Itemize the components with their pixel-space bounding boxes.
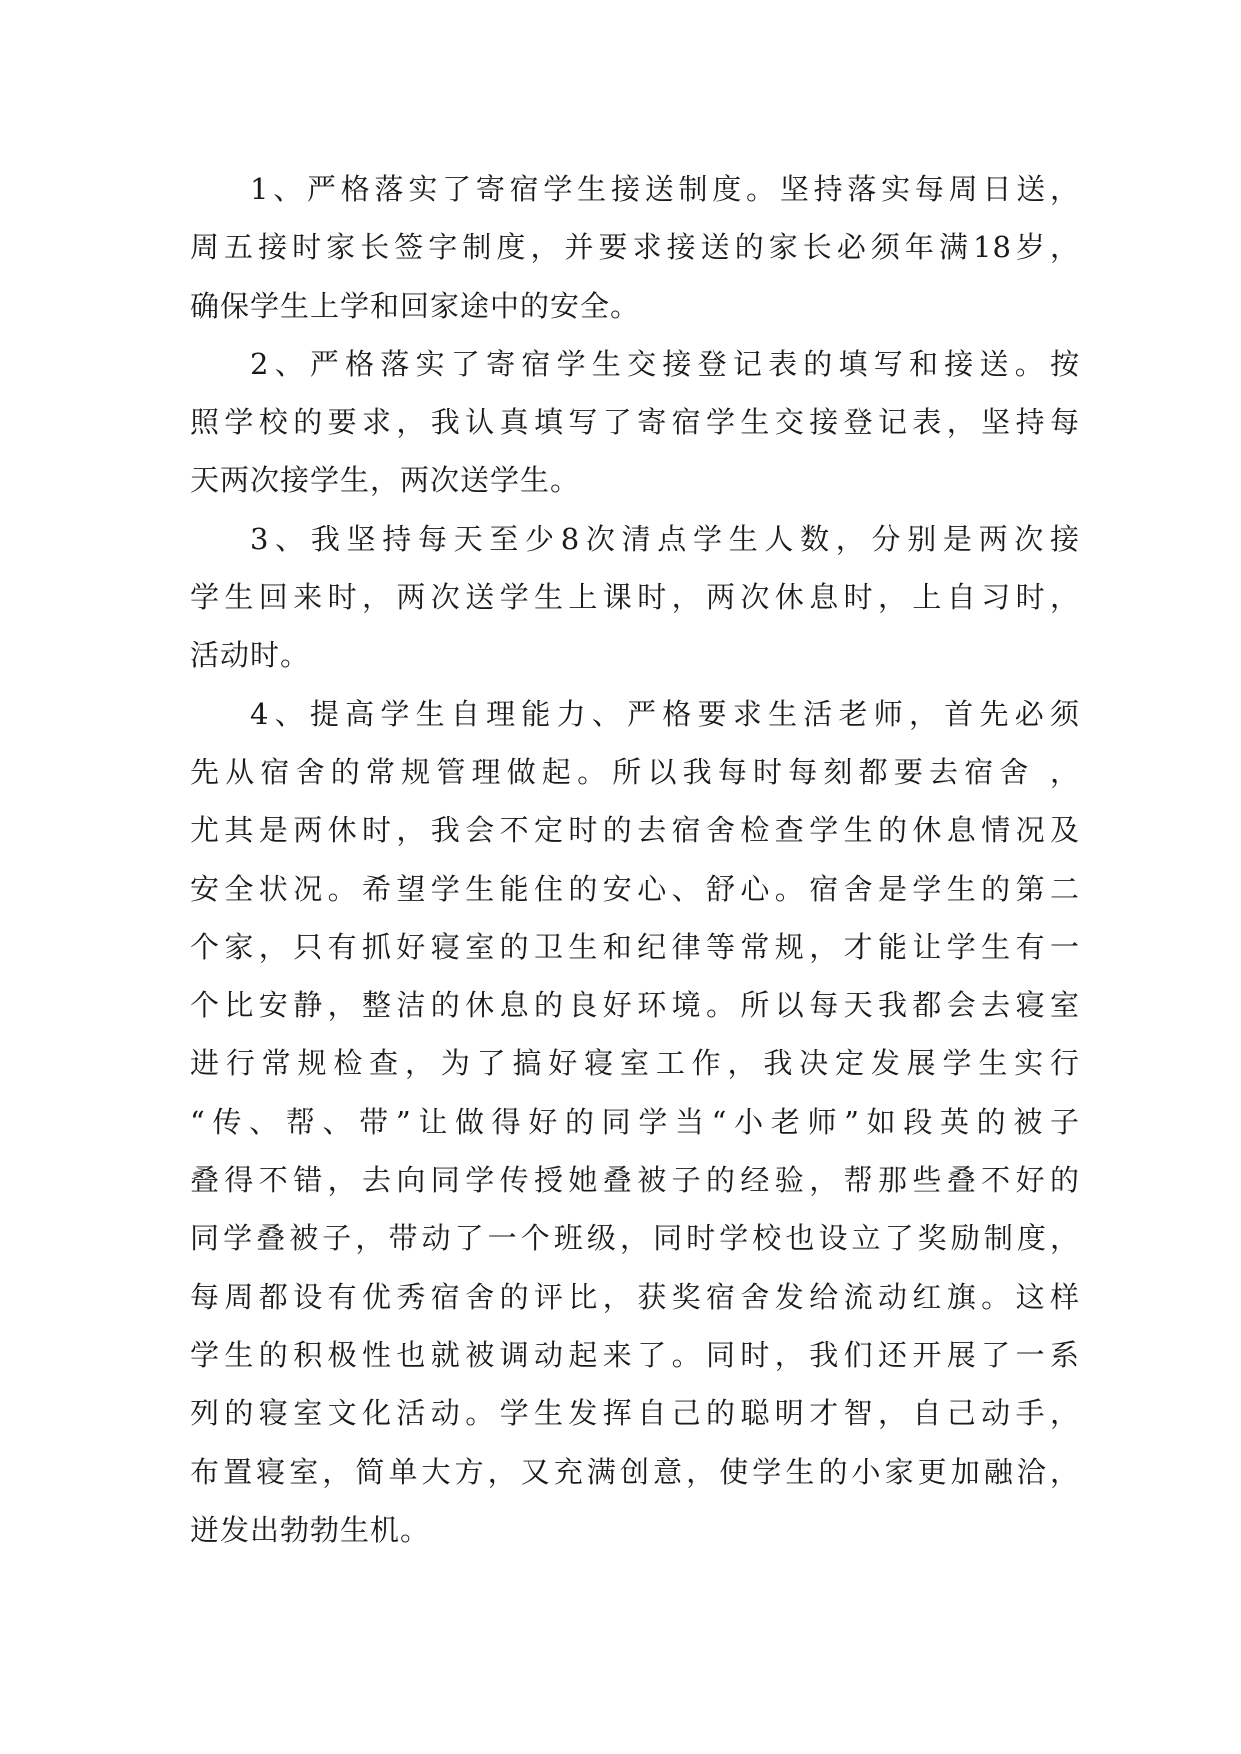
paragraph-1 xyxy=(190,160,1080,335)
text-line: 学生回来时，两次送学生上课时，两次休息时，上自习时， xyxy=(190,580,1080,615)
text-line: 迸发出勃勃生机。 xyxy=(190,1512,431,1547)
text-line: 1、严格落实了寄宿学生接送制度。坚持落实每周日送， xyxy=(250,172,1080,206)
text-line: 天两次接学生，两次送学生。 xyxy=(190,463,581,498)
paragraph-3 xyxy=(190,510,1080,685)
text-line: 2、严格落实了寄宿学生交接登记表的填写和接送。按 xyxy=(250,346,1080,381)
text-line: 照学校的要求，我认真填写了寄宿学生交接登记表，坚持每 xyxy=(190,405,1080,440)
document-body xyxy=(190,160,1080,1559)
text-line: 周五接时家长签字制度，并要求接送的家长必须年满18岁， xyxy=(190,230,1080,265)
text-line: 活动时。 xyxy=(190,638,311,673)
text-line: “传、帮、带”让做得好的同学当“小老师”如段英的被子 xyxy=(190,1104,1080,1139)
text-line: 个比安静，整洁的休息的良好环境。所以每天我都会去寝室 xyxy=(190,988,1080,1023)
text-line: 确保学生上学和回家途中的安全。 xyxy=(190,288,641,323)
text-line: 列的寝室文化活动。学生发挥自己的聪明才智，自己动手， xyxy=(190,1396,1080,1431)
paragraph-2 xyxy=(190,335,1080,510)
text-line: 尤其是两休时，我会不定时的去宿舍检查学生的休息情况及 xyxy=(190,813,1080,848)
text-line: 学生的积极性也就被调动起来了。同时，我们还开展了一系 xyxy=(190,1337,1080,1372)
text-line: 每周都设有优秀宿舍的评比，获奖宿舍发给流动红旗。这样 xyxy=(190,1279,1080,1314)
text-line: 布置寝室，简单大方，又充满创意，使学生的小家更加融洽， xyxy=(190,1454,1080,1489)
text-line: 4、提高学生自理能力、严格要求生活老师，首先必须 xyxy=(250,696,1080,731)
text-line: 叠得不错，去向同学传授她叠被子的经验，帮那些叠不好的 xyxy=(190,1163,1080,1198)
text-line: 安全状况。希望学生能住的安心、舒心。宿舍是学生的第二 xyxy=(190,871,1080,906)
paragraph-4 xyxy=(190,685,1080,1559)
text-line: 先从宿舍的常规管理做起。所以我每时每刻都要去宿舍 ， xyxy=(190,754,1080,789)
text-line: 进行常规检查，为了搞好寝室工作，我决定发展学生实行 xyxy=(190,1046,1080,1081)
text-line: 3、我坚持每天至少8次清点学生人数，分别是两次接 xyxy=(250,521,1080,556)
text-line: 个家，只有抓好寝室的卫生和纪律等常规，才能让学生有一 xyxy=(190,929,1080,964)
text-line: 同学叠被子，带动了一个班级，同时学校也设立了奖励制度， xyxy=(190,1221,1080,1256)
